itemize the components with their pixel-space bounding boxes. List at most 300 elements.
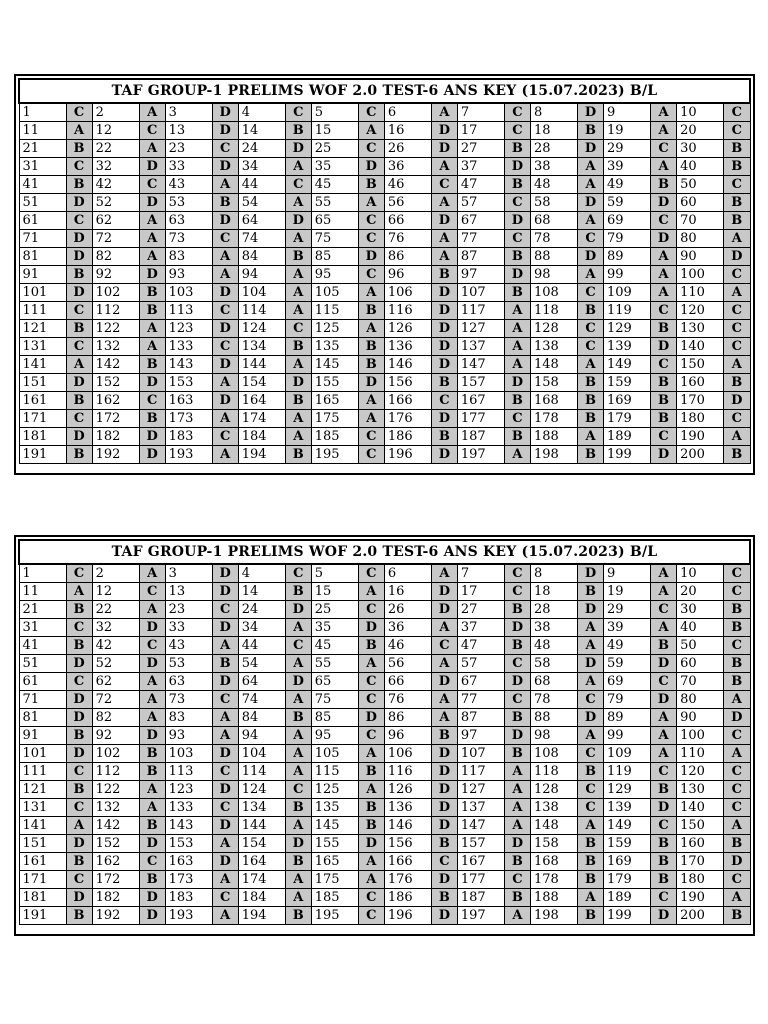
question-number: 125 bbox=[311, 320, 358, 338]
answer-letter: D bbox=[358, 619, 384, 637]
question-number: 2 bbox=[92, 564, 139, 583]
answer-letter: B bbox=[139, 817, 165, 835]
question-number: 151 bbox=[19, 835, 66, 853]
answer-letter: B bbox=[577, 871, 603, 889]
question-number: 181 bbox=[19, 428, 66, 446]
sheet-title: TAF GROUP-1 PRELIMS WOF 2.0 TEST-6 ANS KEY (15.07.2023) B/L bbox=[19, 540, 750, 564]
question-number: 52 bbox=[92, 194, 139, 212]
answer-letter: A bbox=[431, 619, 457, 637]
answer-letter: B bbox=[431, 428, 457, 446]
answer-letter: C bbox=[724, 799, 750, 817]
answer-letter: C bbox=[139, 176, 165, 194]
answer-letter: D bbox=[212, 564, 238, 583]
answer-row bbox=[19, 564, 750, 583]
answer-letter: C bbox=[724, 410, 750, 428]
question-number: 16 bbox=[384, 583, 431, 601]
answer-letter: A bbox=[577, 619, 603, 637]
answer-letter: B bbox=[724, 673, 750, 691]
question-number: 120 bbox=[677, 302, 724, 320]
question-number: 121 bbox=[19, 781, 66, 799]
question-number: 66 bbox=[384, 212, 431, 230]
answer-letter: A bbox=[285, 691, 311, 709]
question-number: 90 bbox=[677, 248, 724, 266]
question-number: 101 bbox=[19, 284, 66, 302]
question-number: 141 bbox=[19, 817, 66, 835]
answer-letter: B bbox=[724, 194, 750, 212]
answer-letter: C bbox=[431, 176, 457, 194]
question-number: 108 bbox=[530, 284, 577, 302]
answer-letter: D bbox=[139, 835, 165, 853]
question-number: 20 bbox=[677, 122, 724, 140]
question-number: 143 bbox=[165, 817, 212, 835]
question-number: 152 bbox=[92, 374, 139, 392]
question-number: 155 bbox=[311, 835, 358, 853]
answer-row bbox=[19, 727, 750, 745]
answer-letter: D bbox=[139, 194, 165, 212]
answer-letter: D bbox=[431, 410, 457, 428]
question-number: 35 bbox=[311, 619, 358, 637]
question-number: 32 bbox=[92, 619, 139, 637]
question-number: 5 bbox=[311, 564, 358, 583]
answer-letter: B bbox=[66, 601, 92, 619]
answer-letter: A bbox=[724, 284, 750, 302]
question-number: 140 bbox=[677, 799, 724, 817]
answer-letter: B bbox=[358, 817, 384, 835]
question-number: 123 bbox=[165, 320, 212, 338]
question-number: 11 bbox=[19, 122, 66, 140]
question-number: 67 bbox=[457, 673, 504, 691]
question-number: 77 bbox=[457, 230, 504, 248]
answer-letter: B bbox=[651, 637, 677, 655]
question-number: 69 bbox=[604, 673, 651, 691]
answer-letter: D bbox=[66, 745, 92, 763]
answer-letter: D bbox=[285, 673, 311, 691]
answer-rows bbox=[19, 103, 750, 464]
question-number: 50 bbox=[677, 176, 724, 194]
answer-letter: D bbox=[285, 374, 311, 392]
answer-letter: D bbox=[358, 374, 384, 392]
answer-row bbox=[19, 673, 750, 691]
answer-letter: D bbox=[212, 781, 238, 799]
question-number: 145 bbox=[311, 356, 358, 374]
question-number: 33 bbox=[165, 619, 212, 637]
answer-letter: C bbox=[651, 673, 677, 691]
question-number: 172 bbox=[92, 871, 139, 889]
question-number: 153 bbox=[165, 374, 212, 392]
answer-row bbox=[19, 853, 750, 871]
answer-letter: B bbox=[577, 907, 603, 925]
answer-letter: D bbox=[139, 907, 165, 925]
answer-letter: D bbox=[431, 140, 457, 158]
question-number: 10 bbox=[677, 564, 724, 583]
answer-letter: D bbox=[66, 194, 92, 212]
question-number: 61 bbox=[19, 212, 66, 230]
answer-letter: A bbox=[577, 176, 603, 194]
question-number: 200 bbox=[677, 446, 724, 464]
answer-letter: B bbox=[66, 781, 92, 799]
answer-letter: D bbox=[651, 194, 677, 212]
question-number: 115 bbox=[311, 302, 358, 320]
answer-letter: D bbox=[431, 745, 457, 763]
question-number: 163 bbox=[165, 392, 212, 410]
answer-letter: D bbox=[66, 691, 92, 709]
question-number: 107 bbox=[457, 284, 504, 302]
question-number: 126 bbox=[384, 320, 431, 338]
question-number: 195 bbox=[311, 907, 358, 925]
answer-letter: D bbox=[212, 673, 238, 691]
question-number: 62 bbox=[92, 212, 139, 230]
question-number: 173 bbox=[165, 871, 212, 889]
question-number: 32 bbox=[92, 158, 139, 176]
answer-letter: B bbox=[139, 763, 165, 781]
answer-letter: C bbox=[504, 103, 530, 122]
answer-letter: C bbox=[212, 601, 238, 619]
answer-letter: B bbox=[66, 727, 92, 745]
answer-letter: A bbox=[358, 655, 384, 673]
question-number: 128 bbox=[530, 781, 577, 799]
answer-letter: B bbox=[66, 446, 92, 464]
answer-letter: A bbox=[431, 103, 457, 122]
answer-letter: D bbox=[577, 103, 603, 122]
answer-letter: C bbox=[651, 140, 677, 158]
answer-letter: D bbox=[431, 302, 457, 320]
answer-letter: D bbox=[66, 835, 92, 853]
answer-letter: A bbox=[358, 781, 384, 799]
question-number: 18 bbox=[530, 122, 577, 140]
question-number: 47 bbox=[457, 637, 504, 655]
question-number: 92 bbox=[92, 266, 139, 284]
question-number: 22 bbox=[92, 601, 139, 619]
answer-letter: A bbox=[358, 284, 384, 302]
answer-row bbox=[19, 266, 750, 284]
question-number: 86 bbox=[384, 709, 431, 727]
answer-letter: C bbox=[66, 158, 92, 176]
answer-letter: C bbox=[651, 763, 677, 781]
question-number: 121 bbox=[19, 320, 66, 338]
answer-letter: A bbox=[431, 564, 457, 583]
answer-letter: D bbox=[431, 338, 457, 356]
answer-letter: A bbox=[139, 799, 165, 817]
answer-letter: A bbox=[577, 889, 603, 907]
answer-letter: A bbox=[431, 158, 457, 176]
question-number: 35 bbox=[311, 158, 358, 176]
answer-letter: D bbox=[651, 691, 677, 709]
answer-letter: B bbox=[504, 889, 530, 907]
question-number: 166 bbox=[384, 853, 431, 871]
answer-letter: C bbox=[285, 637, 311, 655]
question-number: 86 bbox=[384, 248, 431, 266]
question-number: 143 bbox=[165, 356, 212, 374]
answer-letter: B bbox=[504, 745, 530, 763]
question-number: 151 bbox=[19, 374, 66, 392]
answer-letter: B bbox=[212, 655, 238, 673]
answer-letter: C bbox=[724, 122, 750, 140]
question-number: 170 bbox=[677, 392, 724, 410]
answer-letter: A bbox=[651, 745, 677, 763]
question-number: 23 bbox=[165, 140, 212, 158]
question-number: 129 bbox=[604, 320, 651, 338]
answer-letter: A bbox=[504, 817, 530, 835]
answer-letter: C bbox=[724, 266, 750, 284]
answer-letter: C bbox=[212, 302, 238, 320]
answer-letter: D bbox=[66, 428, 92, 446]
answer-row bbox=[19, 212, 750, 230]
answer-letter: C bbox=[651, 302, 677, 320]
answer-letter: A bbox=[358, 871, 384, 889]
question-number: 199 bbox=[604, 446, 651, 464]
question-number: 150 bbox=[677, 356, 724, 374]
answer-letter: B bbox=[66, 637, 92, 655]
answer-letter: A bbox=[504, 446, 530, 464]
question-number: 119 bbox=[604, 763, 651, 781]
answer-row bbox=[19, 140, 750, 158]
question-number: 167 bbox=[457, 853, 504, 871]
question-number: 28 bbox=[530, 140, 577, 158]
answer-letter: C bbox=[212, 140, 238, 158]
question-number: 28 bbox=[530, 601, 577, 619]
question-number: 130 bbox=[677, 320, 724, 338]
question-number: 129 bbox=[604, 781, 651, 799]
answer-letter: D bbox=[358, 158, 384, 176]
answer-letter: C bbox=[139, 853, 165, 871]
answer-letter: C bbox=[724, 320, 750, 338]
answer-letter: B bbox=[577, 122, 603, 140]
question-number: 145 bbox=[311, 817, 358, 835]
question-number: 171 bbox=[19, 871, 66, 889]
answer-letter: C bbox=[66, 410, 92, 428]
question-number: 3 bbox=[165, 103, 212, 122]
question-number: 113 bbox=[165, 763, 212, 781]
question-number: 116 bbox=[384, 763, 431, 781]
question-number: 188 bbox=[530, 428, 577, 446]
question-number: 83 bbox=[165, 709, 212, 727]
answer-letter: A bbox=[139, 140, 165, 158]
question-number: 149 bbox=[604, 356, 651, 374]
answer-letter: A bbox=[651, 564, 677, 583]
question-number: 85 bbox=[311, 709, 358, 727]
question-number: 98 bbox=[530, 266, 577, 284]
question-number: 119 bbox=[604, 302, 651, 320]
question-number: 106 bbox=[384, 284, 431, 302]
answer-letter: B bbox=[724, 835, 750, 853]
question-number: 20 bbox=[677, 583, 724, 601]
answer-letter: A bbox=[577, 673, 603, 691]
answer-letter: C bbox=[651, 212, 677, 230]
answer-letter: B bbox=[285, 338, 311, 356]
answer-letter: A bbox=[724, 745, 750, 763]
answer-letter: C bbox=[431, 392, 457, 410]
answer-letter: B bbox=[431, 266, 457, 284]
answer-letter: B bbox=[651, 835, 677, 853]
question-number: 180 bbox=[677, 410, 724, 428]
answer-letter: B bbox=[504, 637, 530, 655]
answer-row bbox=[19, 392, 750, 410]
question-number: 131 bbox=[19, 338, 66, 356]
question-number: 84 bbox=[238, 248, 285, 266]
question-number: 54 bbox=[238, 655, 285, 673]
answer-letter: C bbox=[504, 655, 530, 673]
answer-letter: A bbox=[358, 745, 384, 763]
question-number: 183 bbox=[165, 428, 212, 446]
answer-key-table bbox=[18, 78, 751, 464]
question-number: 61 bbox=[19, 673, 66, 691]
question-number: 117 bbox=[457, 763, 504, 781]
answer-letter: C bbox=[577, 230, 603, 248]
answer-letter: B bbox=[358, 302, 384, 320]
answer-letter: D bbox=[577, 655, 603, 673]
question-number: 55 bbox=[311, 194, 358, 212]
question-number: 21 bbox=[19, 140, 66, 158]
question-number: 158 bbox=[530, 374, 577, 392]
question-number: 106 bbox=[384, 745, 431, 763]
answer-letter: D bbox=[66, 284, 92, 302]
question-number: 15 bbox=[311, 122, 358, 140]
answer-letter: C bbox=[285, 564, 311, 583]
answer-letter: A bbox=[577, 428, 603, 446]
answer-letter: A bbox=[504, 320, 530, 338]
question-number: 27 bbox=[457, 140, 504, 158]
answer-letter: D bbox=[431, 817, 457, 835]
answer-letter: C bbox=[651, 356, 677, 374]
question-number: 26 bbox=[384, 140, 431, 158]
answer-letter: D bbox=[431, 356, 457, 374]
question-number: 91 bbox=[19, 727, 66, 745]
question-number: 55 bbox=[311, 655, 358, 673]
question-number: 190 bbox=[677, 428, 724, 446]
question-number: 29 bbox=[604, 140, 651, 158]
question-number: 78 bbox=[530, 691, 577, 709]
question-number: 23 bbox=[165, 601, 212, 619]
sheet-title: TAF GROUP-1 PRELIMS WOF 2.0 TEST-6 ANS KEY (15.07.2023) B/L bbox=[19, 79, 750, 103]
answer-letter: A bbox=[724, 356, 750, 374]
answer-letter: B bbox=[724, 619, 750, 637]
question-number: 114 bbox=[238, 763, 285, 781]
answer-letter: B bbox=[358, 763, 384, 781]
question-number: 178 bbox=[530, 410, 577, 428]
question-number: 133 bbox=[165, 338, 212, 356]
question-number: 13 bbox=[165, 583, 212, 601]
question-number: 137 bbox=[457, 338, 504, 356]
question-number: 79 bbox=[604, 230, 651, 248]
question-number: 134 bbox=[238, 799, 285, 817]
answer-letter: C bbox=[358, 266, 384, 284]
question-number: 7 bbox=[457, 564, 504, 583]
question-number: 164 bbox=[238, 853, 285, 871]
question-number: 118 bbox=[530, 763, 577, 781]
question-number: 30 bbox=[677, 601, 724, 619]
question-number: 43 bbox=[165, 637, 212, 655]
answer-row bbox=[19, 230, 750, 248]
answer-letter: B bbox=[651, 374, 677, 392]
answer-letter: D bbox=[431, 320, 457, 338]
answer-key-table bbox=[18, 539, 751, 925]
answer-letter: D bbox=[504, 374, 530, 392]
answer-letter: B bbox=[66, 266, 92, 284]
answer-letter: C bbox=[724, 338, 750, 356]
answer-letter: C bbox=[651, 817, 677, 835]
answer-letter: A bbox=[285, 356, 311, 374]
answer-letter: D bbox=[358, 709, 384, 727]
question-number: 34 bbox=[238, 619, 285, 637]
question-number: 14 bbox=[238, 122, 285, 140]
answer-letter: B bbox=[577, 763, 603, 781]
question-number: 17 bbox=[457, 583, 504, 601]
question-number: 107 bbox=[457, 745, 504, 763]
question-number: 153 bbox=[165, 835, 212, 853]
question-number: 184 bbox=[238, 889, 285, 907]
answer-letter: D bbox=[504, 673, 530, 691]
answer-letter: B bbox=[212, 194, 238, 212]
answer-letter: B bbox=[285, 907, 311, 925]
question-number: 48 bbox=[530, 637, 577, 655]
question-number: 65 bbox=[311, 673, 358, 691]
answer-letter: C bbox=[139, 122, 165, 140]
question-number: 161 bbox=[19, 392, 66, 410]
question-number: 93 bbox=[165, 266, 212, 284]
question-number: 99 bbox=[604, 727, 651, 745]
question-number: 59 bbox=[604, 194, 651, 212]
question-number: 172 bbox=[92, 410, 139, 428]
question-number: 38 bbox=[530, 619, 577, 637]
answer-letter: A bbox=[139, 338, 165, 356]
question-number: 74 bbox=[238, 691, 285, 709]
answer-letter: A bbox=[724, 817, 750, 835]
answer-row bbox=[19, 907, 750, 925]
question-number: 125 bbox=[311, 781, 358, 799]
question-number: 2 bbox=[92, 103, 139, 122]
answer-letter: D bbox=[285, 835, 311, 853]
question-number: 70 bbox=[677, 212, 724, 230]
answer-letter: D bbox=[358, 835, 384, 853]
question-number: 142 bbox=[92, 356, 139, 374]
question-number: 167 bbox=[457, 392, 504, 410]
answer-letter: B bbox=[66, 176, 92, 194]
question-number: 24 bbox=[238, 601, 285, 619]
question-number: 37 bbox=[457, 619, 504, 637]
answer-row bbox=[19, 248, 750, 266]
question-number: 165 bbox=[311, 853, 358, 871]
question-number: 122 bbox=[92, 781, 139, 799]
question-number: 123 bbox=[165, 781, 212, 799]
question-number: 148 bbox=[530, 356, 577, 374]
answer-rows bbox=[19, 564, 750, 925]
answer-letter: A bbox=[285, 158, 311, 176]
answer-letter: A bbox=[651, 103, 677, 122]
question-number: 40 bbox=[677, 619, 724, 637]
answer-letter: D bbox=[139, 619, 165, 637]
answer-letter: C bbox=[577, 284, 603, 302]
answer-letter: A bbox=[358, 392, 384, 410]
answer-letter: C bbox=[577, 320, 603, 338]
answer-letter: A bbox=[431, 709, 457, 727]
answer-letter: C bbox=[358, 564, 384, 583]
question-number: 191 bbox=[19, 446, 66, 464]
answer-letter: A bbox=[724, 691, 750, 709]
answer-letter: D bbox=[212, 392, 238, 410]
question-number: 114 bbox=[238, 302, 285, 320]
question-number: 3 bbox=[165, 564, 212, 583]
question-number: 142 bbox=[92, 817, 139, 835]
question-number: 94 bbox=[238, 727, 285, 745]
answer-letter: A bbox=[577, 727, 603, 745]
question-number: 31 bbox=[19, 619, 66, 637]
question-number: 105 bbox=[311, 745, 358, 763]
answer-letter: C bbox=[577, 338, 603, 356]
answer-letter: B bbox=[66, 140, 92, 158]
question-number: 27 bbox=[457, 601, 504, 619]
answer-letter: A bbox=[285, 230, 311, 248]
answer-letter: B bbox=[431, 835, 457, 853]
